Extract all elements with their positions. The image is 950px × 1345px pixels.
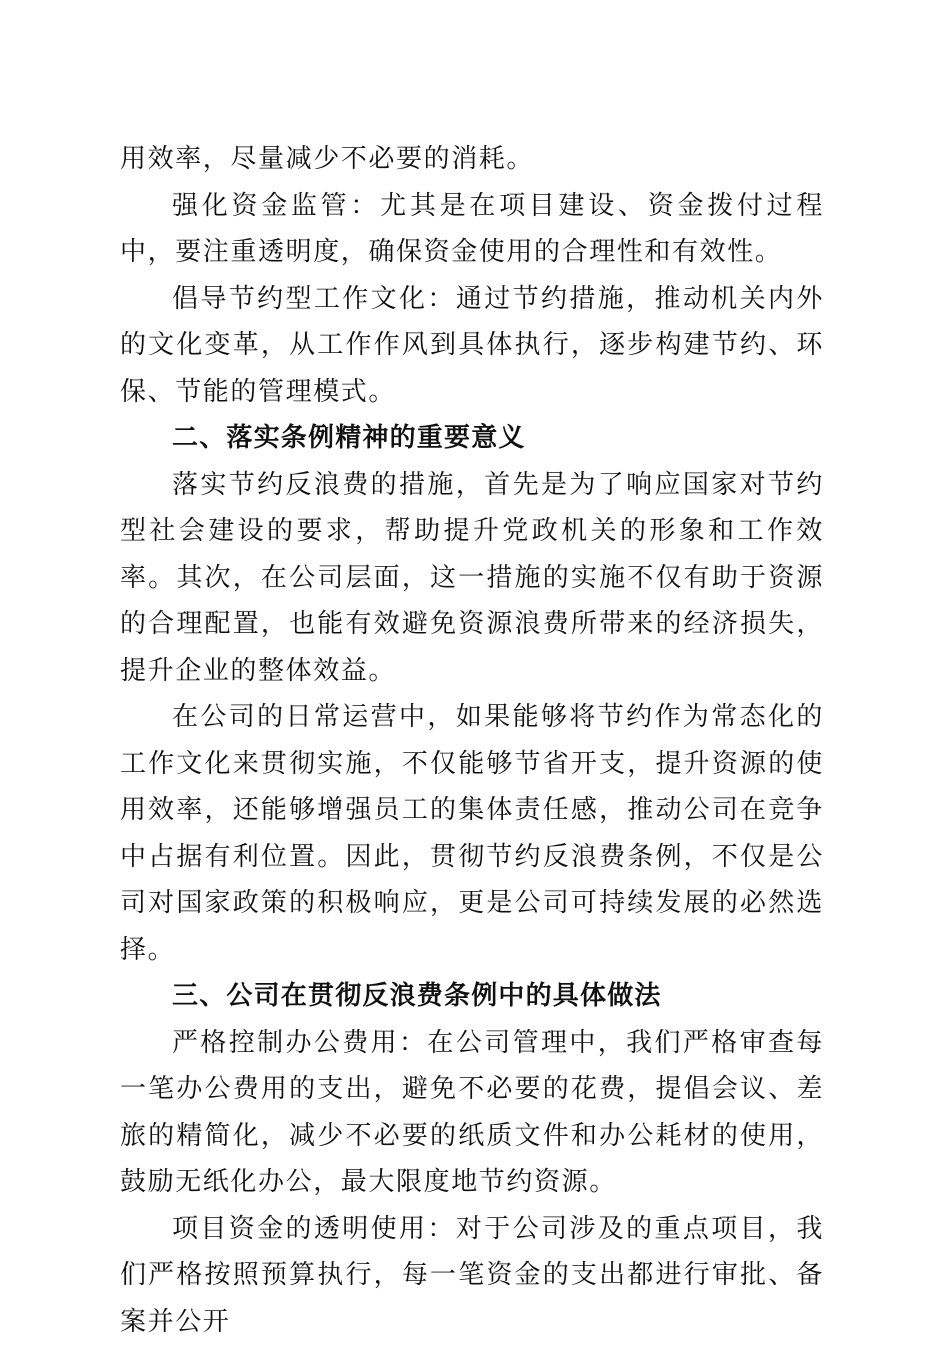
section-heading-practices: 三、公司在贯彻反浪费条例中的具体做法 <box>120 973 824 1020</box>
paragraph-saving-culture: 倡导节约型工作文化：通过节约措施，推动机关内外的文化变革，从工作作风到具体执行，逐步构建节约、环保、节能的管理模式。 <box>120 276 824 416</box>
paragraph-significance-2: 在公司的日常运营中，如果能够将节约作为常态化的工作文化来贯彻实施，不仅能够节省开支，提升资源的使用效率，还能够增强员工的集体责任感，推动公司在竞争中占据有利位置。因此，贯彻节约反浪费条例，不仅是公司对国家政策的积极响应，更是公司可持续发展的必然选择。 <box>120 694 824 973</box>
paragraph-project-funds: 项目资金的透明使用：对于公司涉及的重点项目，我们严格按照预算执行，每一笔资金的支出都进行审批、备案并公开 <box>120 1206 824 1345</box>
paragraph-continuation: 用效率，尽量减少不必要的消耗。 <box>120 136 824 183</box>
document-body <box>120 136 824 1345</box>
paragraph-office-expenses: 严格控制办公费用：在公司管理中，我们严格审查每一笔办公费用的支出，避免不必要的花费，提倡会议、差旅的精简化，减少不必要的纸质文件和办公耗材的使用，鼓励无纸化办公，最大限度地节约资源。 <box>120 1020 824 1206</box>
paragraph-fund-supervision: 强化资金监管：尤其是在项目建设、资金拨付过程中，要注重透明度，确保资金使用的合理性和有效性。 <box>120 183 824 276</box>
section-heading-significance: 二、落实条例精神的重要意义 <box>120 415 824 462</box>
paragraph-significance-1: 落实节约反浪费的措施，首先是为了响应国家对节约型社会建设的要求，帮助提升党政机关的形象和工作效率。其次，在公司层面，这一措施的实施不仅有助于资源的合理配置，也能有效避免资源浪费所带来的经济损失，提升企业的整体效益。 <box>120 462 824 695</box>
